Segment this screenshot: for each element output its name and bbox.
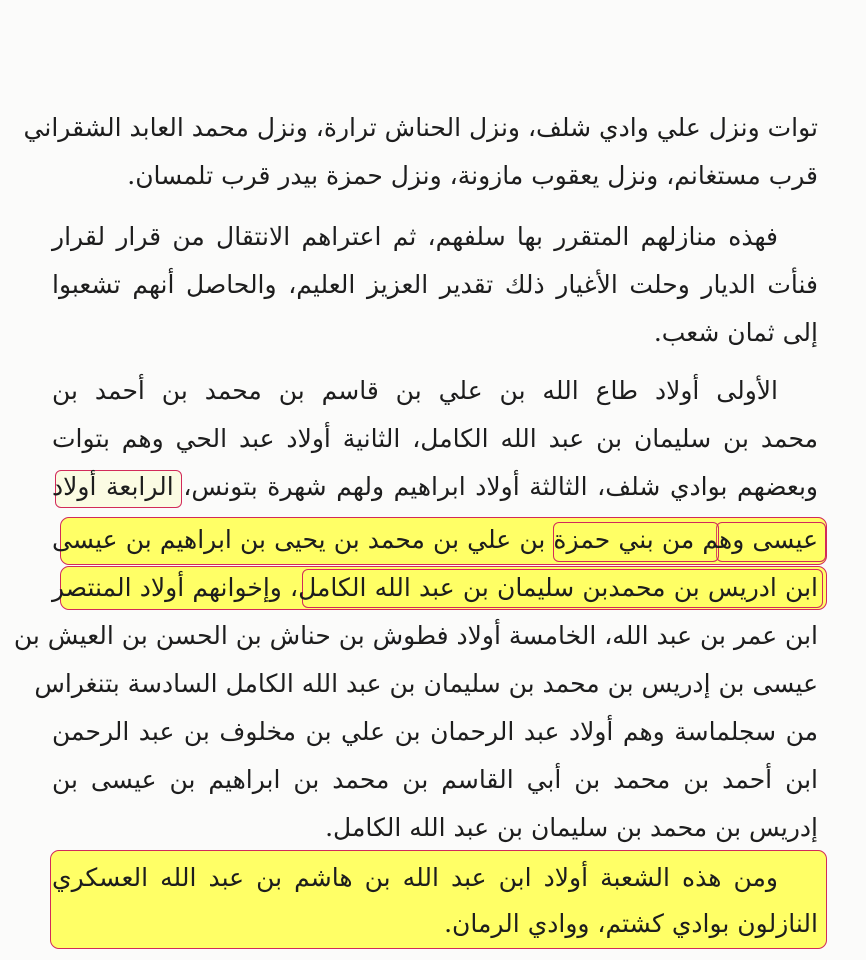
text-line-9: عيسى وهم من بني حمزة بن علي بن محمد بن يحيى بن ابراهيم بن عيسى	[52, 525, 818, 554]
text-line-10: ابن ادريس بن محمدبن سليمان بن عبد الله الكامل، وإخوانهم أولاد المنتصر	[52, 573, 818, 602]
text-line-11: ابن عمر بن عبد الله، الخامسة أولاد فطوش بن حناش بن الحسن بن العيش بن	[13, 621, 818, 650]
text-line-1: توات ونزل علي وادي شلف، ونزل الحناش ترارة، ونزل محمد العابد الشقراني	[23, 113, 818, 142]
text-line-7: محمد بن سليمان بن عبد الله الكامل، الثانية أولاد عبد الحي وهم بتوات	[52, 424, 818, 453]
text-line-14: ابن أحمد بن محمد بن أبي القاسم بن محمد بن ابراهيم بن عيسى بن	[52, 765, 818, 794]
text-line-4: فنأت الديار وحلت الأغيار ذلك تقدير العزيز العليم، والحاصل أنهم تشعبوا	[52, 270, 818, 299]
text-line-6: الأولى أولاد طاع الله بن علي بن قاسم بن محمد بن أحمد بن	[52, 376, 778, 405]
text-line-15: إدريس بن محمد بن سليمان بن عبد الله الكامل.	[325, 813, 818, 842]
text-line-17: النازلون بوادي كشتم، ووادي الرمان.	[444, 909, 818, 938]
text-line-12: عيسى بن إدريس بن محمد بن سليمان بن عبد الله الكامل السادسة بتنغراس	[34, 669, 818, 698]
text-line-8: وبعضهم بوادي شلف، الثالثة أولاد ابراهيم ولهم شهرة بتونس، الرابعة أولاد	[52, 472, 818, 501]
text-line-13: من سجلماسة وهم أولاد عبد الرحمان بن علي بن مخلوف بن عبد الرحمن	[52, 717, 818, 746]
text-line-3: فهذه منازلهم المتقرر بها سلفهم، ثم اعتراهم الانتقال من قرار لقرار	[52, 222, 778, 251]
text-line-2: قرب مستغانم، ونزل يعقوب مازونة، ونزل حمزة بيدر قرب تلمسان.	[127, 161, 818, 190]
text-line-16: ومن هذه الشعبة أولاد ابن عبد الله بن هاشم بن عبد الله العسكري	[52, 863, 778, 892]
text-line-5: إلى ثمان شعب.	[653, 318, 818, 347]
